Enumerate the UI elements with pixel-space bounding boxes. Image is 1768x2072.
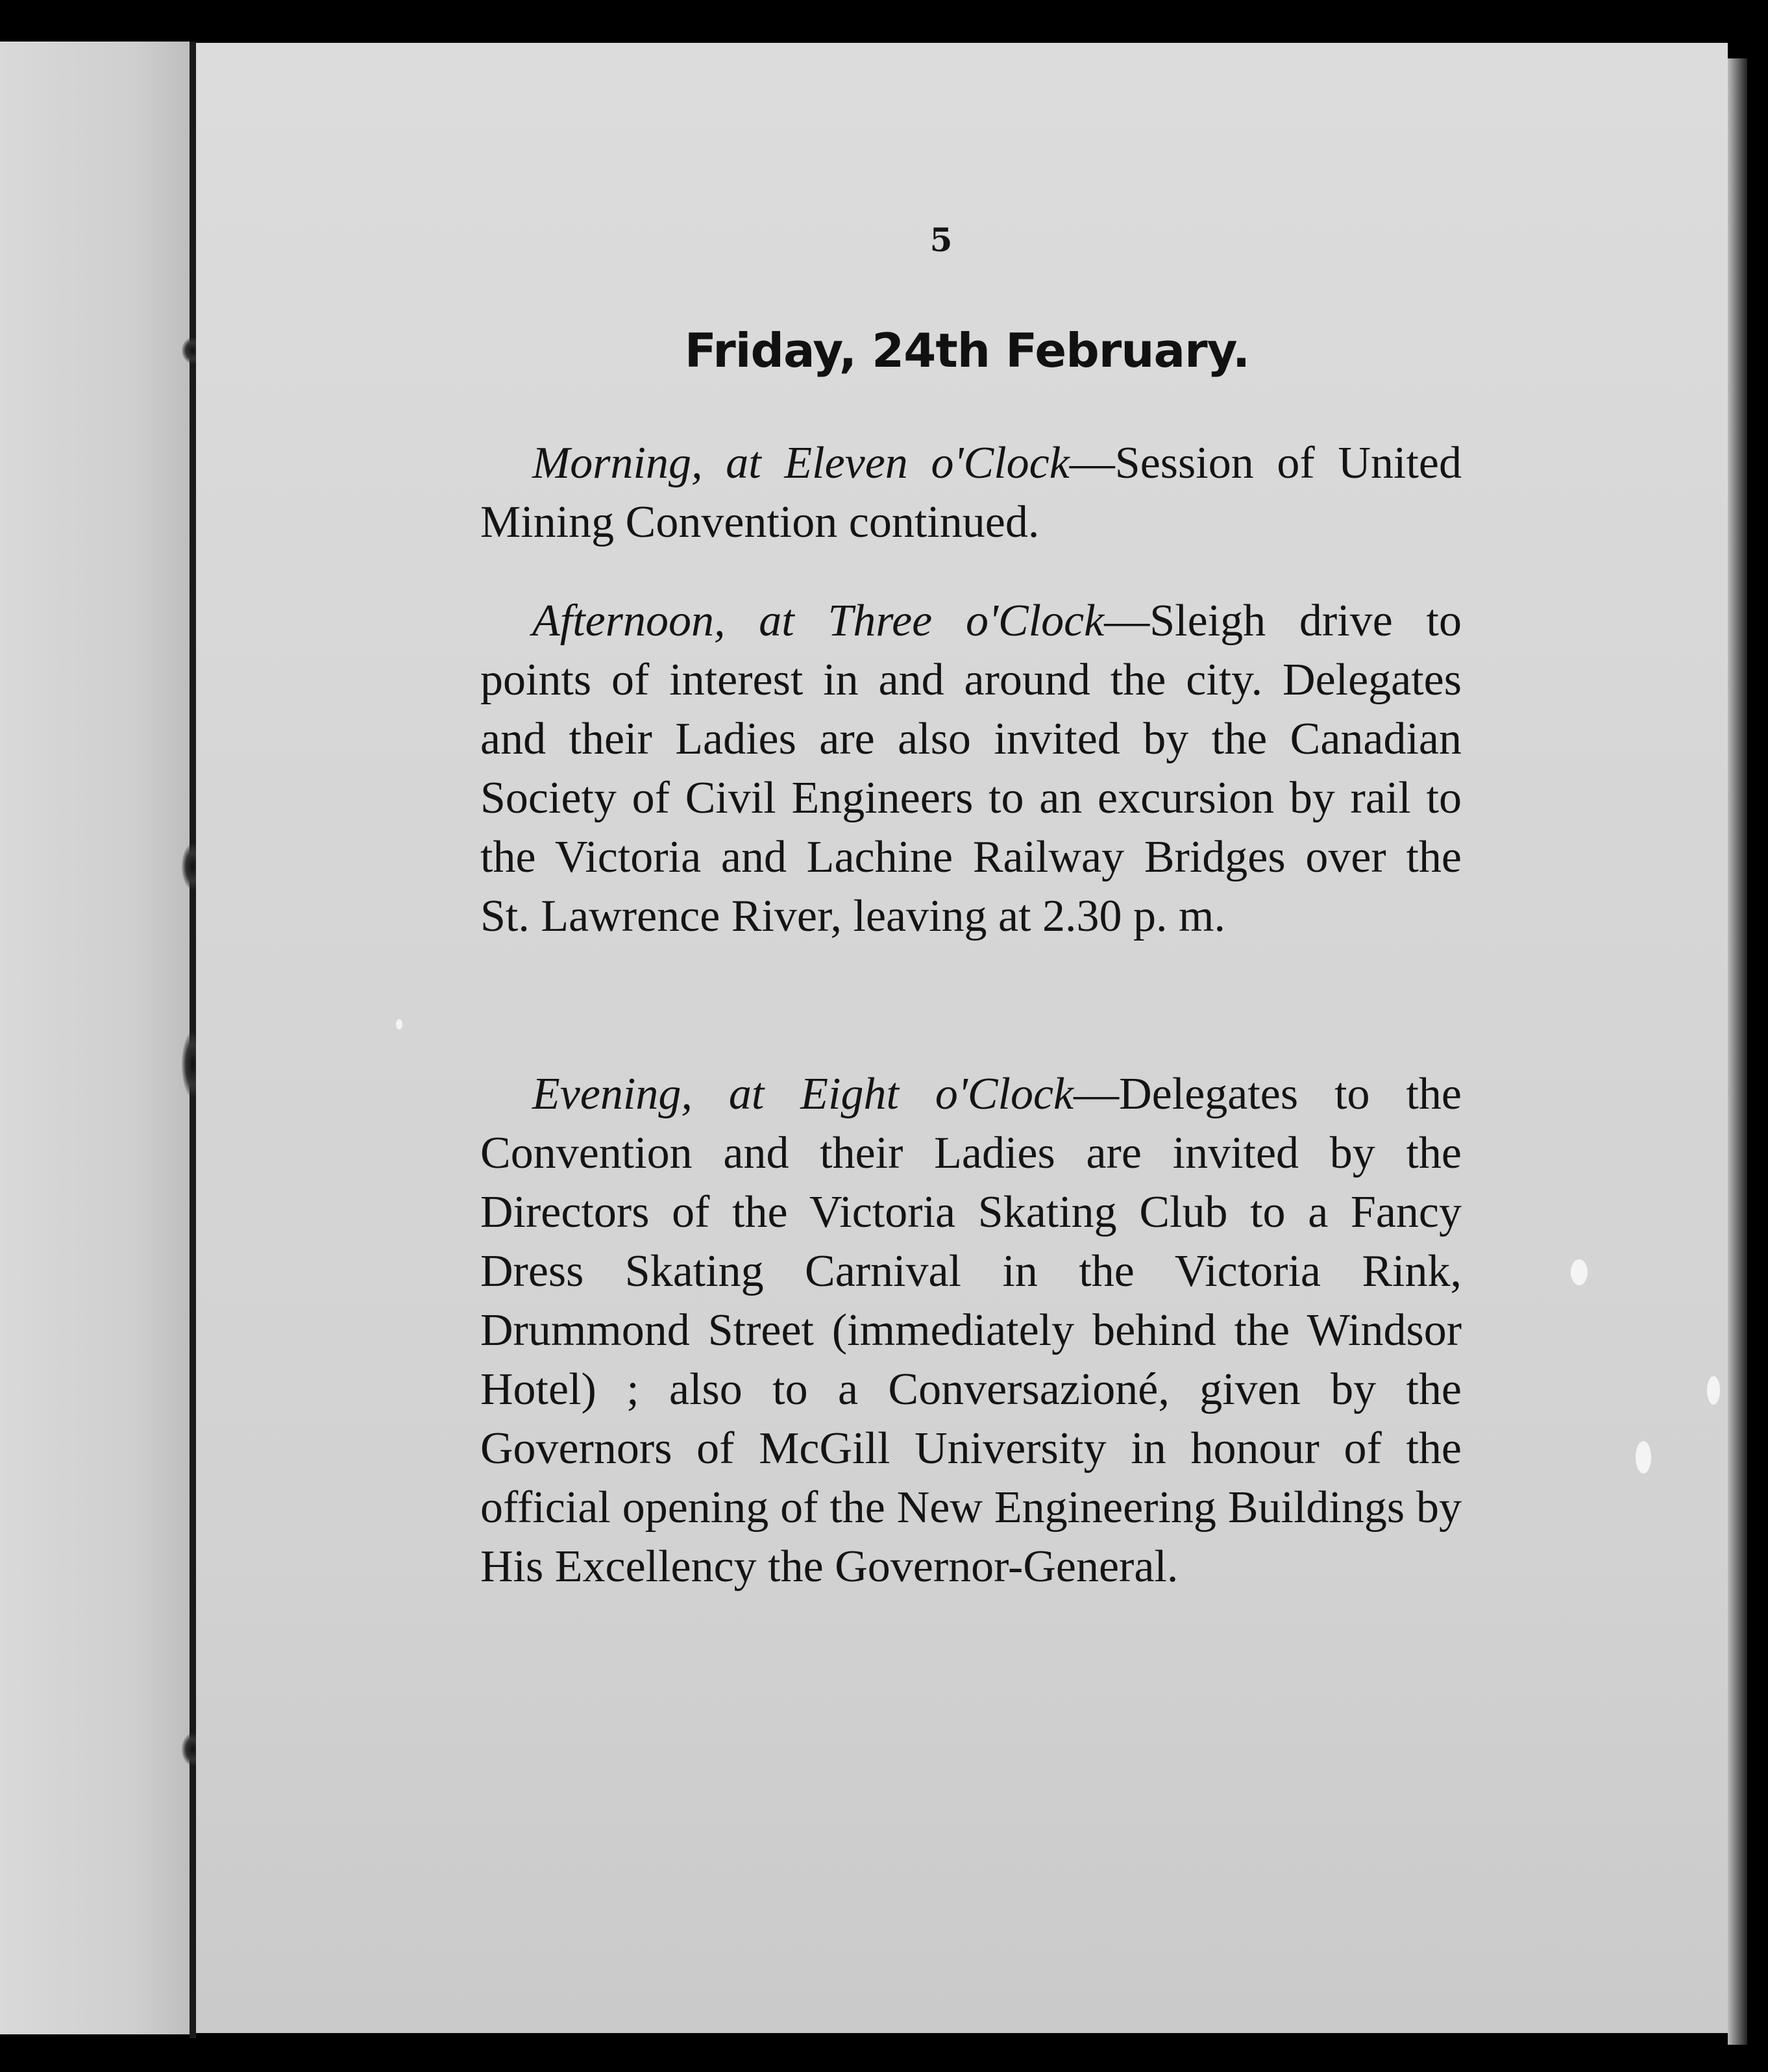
paragraph-lead: Morning, at Eleven o'Clock xyxy=(532,438,1070,488)
paper-speck xyxy=(396,1019,402,1030)
paper-speck xyxy=(1636,1441,1651,1474)
page-number: 5 xyxy=(929,221,953,259)
paragraph-morning xyxy=(480,434,1462,552)
paragraph-text: —Session of United Mining Convention continued. xyxy=(480,438,1462,547)
paragraph-text: —Delegates to the Convention and their Ladies are invited by the Directors of the Victoria Skating Club to a Fancy Dress Skating Carnival in the Victoria Rink, Drummond Street (immediately behind the Windsor Hotel) ; also to a Conversazioné, given by the Governors of McGill University in honour of the official opening of the New Engineering Buildings by His Excellency the Governor-General. xyxy=(480,1069,1462,1592)
paper-speck xyxy=(1571,1259,1588,1285)
paragraph-afternoon xyxy=(480,591,1462,946)
paper-speck xyxy=(1707,1376,1720,1405)
paragraph-lead: Afternoon, at Three o'Clock xyxy=(532,596,1105,646)
paragraph-lead: Evening, at Eight o'Clock xyxy=(532,1069,1074,1119)
paragraph-evening xyxy=(480,1065,1462,1596)
facing-page-edge xyxy=(0,42,192,2034)
page-edge-shadow xyxy=(1728,58,1747,2045)
page-heading: Friday, 24th February. xyxy=(684,323,1250,378)
paragraph-text: —Sleigh drive to points of interest in and around the city. Delegates and their Ladies are also invited by the Canadian Society of Civil Engineers to an excursion by rail to the Victoria and Lachine Railway Bridges over the St. Lawrence River, leaving at 2.30 p. m. xyxy=(480,596,1462,941)
